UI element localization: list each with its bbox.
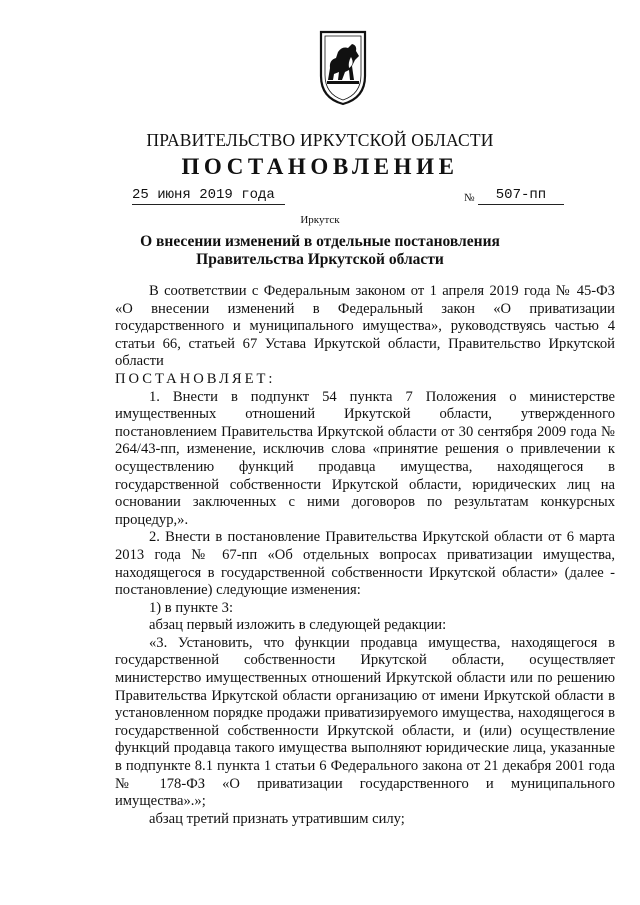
decree-number: 507-пп: [478, 187, 564, 205]
resolves-heading: ПОСТАНОВЛЯЕТ:: [115, 370, 276, 387]
document-body: [115, 283, 615, 828]
subitem-1-instruction-2: абзац третий признать утратившим силу;: [149, 810, 405, 827]
decree-date: 25 июня 2019 года: [132, 187, 285, 205]
document-type-heading: ПОСТАНОВЛЕНИЕ: [181, 154, 459, 179]
document-title-line: О внесении изменений в отдельные постановления: [140, 233, 500, 250]
subitem-1-instruction: абзац первый изложить в следующей редакции:: [149, 617, 447, 634]
document-title-line: Правительства Иркутской области: [196, 251, 444, 268]
paragraph-item-2: 2. Внести в постановление Правительства Иркутской области от 6 марта 2013 года № 67-пп «Об отдельных вопросах приватизации имущества, находящегося в государственной собственности Иркутской области» (далее - постановление) следующие изменения:: [115, 529, 615, 599]
quoted-new-text: «3. Установить, что функции продавца имущества, находящегося в государственной собственности Иркутской области, осуществляет министерство имущественных отношений Иркутской области или по решению Правительства Иркутской области организацию от имени Иркутской области в установленном порядке продажи приватизируемого имущества, находящегося в государственной собственности Иркутской области, и (или) осуществление функций продавца такого имущества выполняют юридические лица, указанные в подпункте 8.1 пункта 1 статьи 6 Федерального закона от 21 декабря 2001 года № 178-ФЗ «О приватизации государственного и муниципального имущества».»;: [115, 634, 615, 810]
preamble-paragraph: В соответствии с Федеральным законом от 1 апреля 2019 года № 45-ФЗ «О внесении изменений в Федеральный закон «О приватизации государственного и муниципального имущества», руководствуясь частью 4 статьи 66, статьей 67 Устава Иркутской области, Правительство Иркутской области: [115, 283, 615, 370]
paragraph-item-1: 1. Внести в подпункт 54 пункта 7 Положения о министерстве имущественных отношений Иркутской области, утвержденного постановлением Правительства Иркутской области от 30 сентября 2009 года № 264/43-пп, изменение, исключив слова «принятие решения о привлечении к осуществлению функций продавца имущества, находящегося в государственной собственности Иркутской области, юридических лиц на основании заключенных с ними договоров по результатам конкурсных процедур,».: [115, 388, 615, 528]
number-sign: №: [464, 192, 475, 204]
government-name: ПРАВИТЕЛЬСТВО ИРКУТСКОЙ ОБЛАСТИ: [146, 130, 494, 150]
subitem-1: 1) в пункте 3:: [149, 599, 234, 616]
irkutsk-coat-of-arms-icon: [318, 30, 368, 106]
city-name: Иркутск: [300, 214, 340, 226]
document-title: [0, 233, 640, 269]
